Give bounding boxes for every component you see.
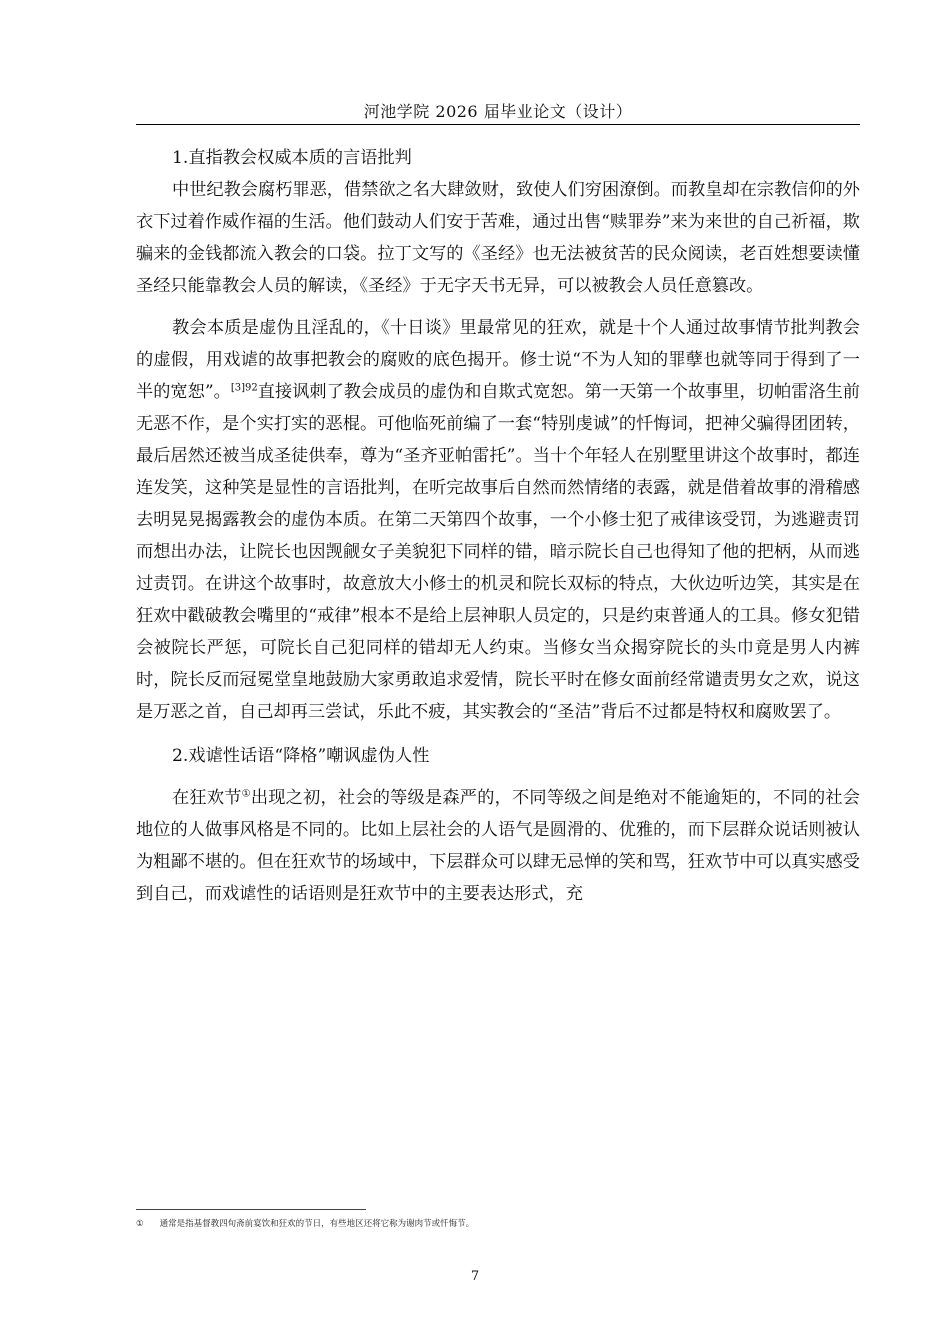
section-1-heading: 1.直指教会权威本质的言语批判	[172, 148, 412, 168]
page-header-title: 河池学院 2026 届毕业论文（设计）	[363, 102, 633, 121]
page-number: 7	[470, 1269, 480, 1284]
paragraph-gap	[136, 302, 860, 312]
footnote	[136, 1217, 474, 1229]
paragraph-text: 出现之初，社会的等级是森严的，不同等级之间是绝对不能逾矩的，不同的社会地位的人做事风格是不同的。比如上层社会的人语气是圆滑的、优雅的，而下层群众说话则被认为粗鄙不堪的。但在狂欢节的场域中，下层群众可以肆无忌惮的笑和骂，狂欢节中可以真实感受到自己，而戏谑性的话语则是狂欢节中的主要表达形式，充	[136, 788, 860, 904]
section-1-paragraph-2	[136, 312, 860, 728]
paragraph-text: 教会本质是虚伪且淫乱的，《十日谈》里最常见的狂欢，就是十个人通过故事情节批判教会的虚假，用戏谑的故事把教会的腐败的底色揭开。修士说“不为人知的罪孽也就等同于得到了一半的宽恕”。	[136, 318, 860, 402]
document-body	[136, 142, 860, 910]
header-divider	[136, 124, 860, 125]
footnote-text: 通常是指基督教四旬斋前宴饮和狂欢的节日，有些地区还将它称为谢肉节或忏悔节。	[159, 1219, 475, 1229]
paragraph-gap	[136, 772, 860, 782]
paragraph-text: 直接讽刺了教会成员的虚伪和自欺式宽恕。第一天第一个故事里，切帕雷洛生前无恶不作，是个实打实的恶棍。可他临死前编了一套“特别虔诚”的忏悔词，把神父骗得团团转，最后居然还被当成圣徒供奉，尊为“圣齐亚帕雷托”。当十个年轻人在别墅里讲这个故事时，都连连发笑，这种笑是显性的言语批判，在听完故事后自然而然情绪的表露，就是借着故事的滑稽感去明晃晃揭露教会的虚伪本质。在第二天第四个故事，一个小修士犯了戒律该受罚，为逃避责罚而想出办法，让院长也因觊觎女子美貌犯下同样的错，暗示院长自己也得知了他的把柄，从而逃过责罚。在讲这个故事时，故意放大小修士的机灵和院长双标的特点，大伙边听边笑，其实是在狂欢中戳破教会嘴里的“戒律”根本不是给上层神职人员定的，只是约束普通人的工具。修女犯错会被院长严惩，可院长自己犯同样的错却无人约束。当修女当众揭穿院长的头巾竟是男人内裤时，院长反而冠冕堂皇地鼓励大家勇敢追求爱情，院长平时在修女面前经常谴责男女之欢，说这是万恶之首，自己却再三尝试，乐此不疲，其实教会的“圣洁”背后不过都是特权和腐败罢了。	[136, 382, 860, 722]
footnote-reference: ①	[241, 788, 251, 800]
footnote-mark: ①	[136, 1219, 144, 1229]
section-2-heading: 2.戏谑性话语“降格”嘲讽虚伪人性	[172, 746, 430, 766]
paragraph-gap	[136, 728, 860, 738]
paragraph-text: 在狂欢节	[172, 788, 242, 808]
citation-marker: [3]92	[230, 382, 258, 394]
section-1-paragraph-1: 中世纪教会腐朽罪恶，借禁欲之名大肆敛财，致使人们穷困潦倒。而教皇却在宗教信仰的外衣下过着作威作福的生活。他们鼓动人们安于苦难，通过出售“赎罪券”来为来世的自己祈福，欺骗来的金钱都流入教会的口袋。拉丁文写的《圣经》也无法被贫苦的民众阅读，老百姓想要读懂圣经只能靠教会人员的解读，《圣经》于无字天书无异，可以被教会人员任意篡改。	[136, 180, 860, 296]
footnote-divider	[136, 1209, 366, 1210]
section-2-paragraph-1	[136, 782, 860, 910]
